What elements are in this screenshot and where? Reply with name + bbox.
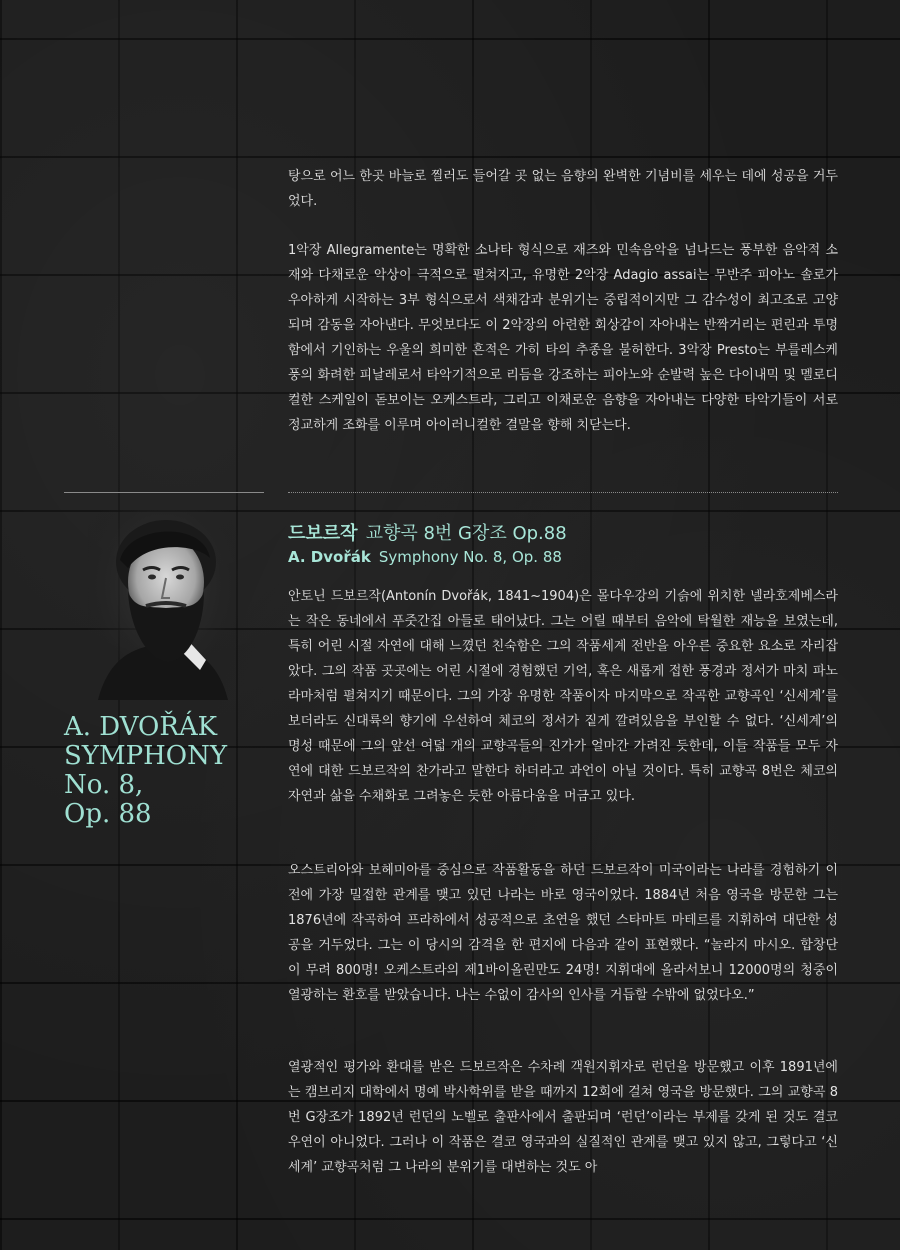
composer-name-korean: 드보르작 (288, 523, 358, 544)
composer-portrait (88, 510, 238, 700)
work-title-korean: 교향곡 8번 G장조 Op.88 (365, 523, 567, 544)
body-paragraph: 열광적인 평가와 환대를 받은 드보르작은 수차례 객원지휘자로 런던을 방문했고 이후 1891년에는 캠브리지 대학에서 명예 박사학위를 받을 때까지 12회에 걸쳐 영국을 방문했다. 그의 교향곡 8번 G장조가 1892년 런던의 노벨로 출판사에서 출판되며 ‘런던’이라는 부제를 갖게 된 것도 결코 우연이 아니었다. 그러나 이 작품은 결코 영국과의 실질적인 관계를 맺고 있지 않고, 그렇다고 ‘신세계’ 교향곡처럼 그 나라의 분위기를 대변하는 것도 아 (288, 1060, 838, 1175)
sidebar-title-line: SYMPHONY (64, 741, 227, 771)
heading-korean (288, 522, 838, 546)
body-paragraph: 탕으로 어느 한곳 바늘로 찔러도 들어갈 곳 없는 음향의 완벽한 기념비를 세우는 데에 성공을 거두었다. (288, 169, 838, 209)
sidebar-title-line: Op. 88 (64, 799, 152, 829)
section-heading (288, 522, 838, 568)
body-paragraph: 안토닌 드보르작(Antonín Dvořák, 1841~1904)은 몰다우강의 기슭에 위치한 넬라호제베스라는 작은 동네에서 푸줏간집 아들로 태어났다. 그는 어릴 때부터 음악에 탁월한 재능을 보였는데, 특히 어린 시절 자연에 대해 느꼈던 친숙함은 그의 작품세계 전반을 아우른 중요한 요소로 자리잡았다. 그의 작품 곳곳에는 어린 시절에 경험했던 기억, 혹은 새롭게 접한 풍경과 정서가 마치 파노라마처럼 펼쳐지기 때문이다. 그의 가장 유명한 작품이자 마지막으로 작곡한 교향곡인 ‘신세계’를 보더라도 신대륙의 향기에 우선하여 체코의 정서가 짙게 깔려있음을 부인할 수 없다. ‘신세계’의 명성 때문에 그의 앞선 여덟 개의 교향곡들의 진가가 얼마간 가려진 듯한데, 이들 작품들 모두 자연에 대한 드보르작의 찬가라고 말한다 하더라고 과언이 아닐 것이다. 특히 교향곡 8번은 체코의 자연과 삶을 수채화로 그려놓은 듯한 아름다움을 머금고 있다. (288, 589, 838, 804)
section-divider-left (64, 492, 264, 493)
sidebar-title (64, 713, 264, 829)
sidebar-title-line: A. DVOŘÁK (64, 712, 218, 742)
heading-english (288, 546, 838, 568)
sidebar-title-line: No. 8, (64, 770, 144, 800)
work-title-english: Symphony No. 8, Op. 88 (378, 548, 562, 566)
composer-name-english: A. Dvořák (288, 548, 371, 566)
body-paragraph: 1악장 Allegramente는 명확한 소나타 형식으로 재즈와 민속음악을 넘나드는 풍부한 음악적 소재와 다채로운 악상이 극적으로 펼쳐지고, 유명한 2악장 Adagio assai는 무반주 피아노 솔로가 우아하게 시작하는 3부 형식으로서 색채감과 분위기는 중립적이지만 그 감수성이 최고조로 고양되며 감동을 자아낸다. 무엇보다도 이 2악장의 아련한 회상감이 자아내는 반짝거리는 편린과 투명함에서 기인하는 우울의 희미한 흔적은 가히 타의 추종을 불허한다. 3악장 Presto는 부를레스케풍의 화려한 피날레로서 타악기적으로 리듬을 강조하는 피아노와 순발력 높은 다이내믹 및 멜로디컬한 스케일이 돋보이는 오케스트라, 그리고 이채로운 음향을 자아내는 다양한 타악기들이 서로 정교하게 조화를 이루며 아이러니컬한 결말을 향해 치닫는다. (288, 243, 838, 433)
body-paragraph: 오스트리아와 보헤미아를 중심으로 작품활동을 하던 드보르작이 미국이라는 나라를 경험하기 이전에 가장 밀접한 관계를 맺고 있던 나라는 바로 영국이었다. 1884년 처음 영국을 방문한 그는 1876년에 작곡하여 프라하에서 성공적으로 초연을 했던 스타마트 마테르를 지휘하여 대단한 성공을 거두었다. 그는 이 당시의 감격을 한 편지에 다음과 같이 표현했다. “놀라지 마시오. 합창단이 무려 800명! 오케스트라의 제1바이올린만도 24명! 지휘대에 올라서보니 12000명의 청중이 열광하는 환호를 받았습니다. 나는 수없이 감사의 인사를 거듭할 수밖에 없었다오.” (288, 863, 838, 1003)
section-divider-dotted (288, 492, 838, 493)
